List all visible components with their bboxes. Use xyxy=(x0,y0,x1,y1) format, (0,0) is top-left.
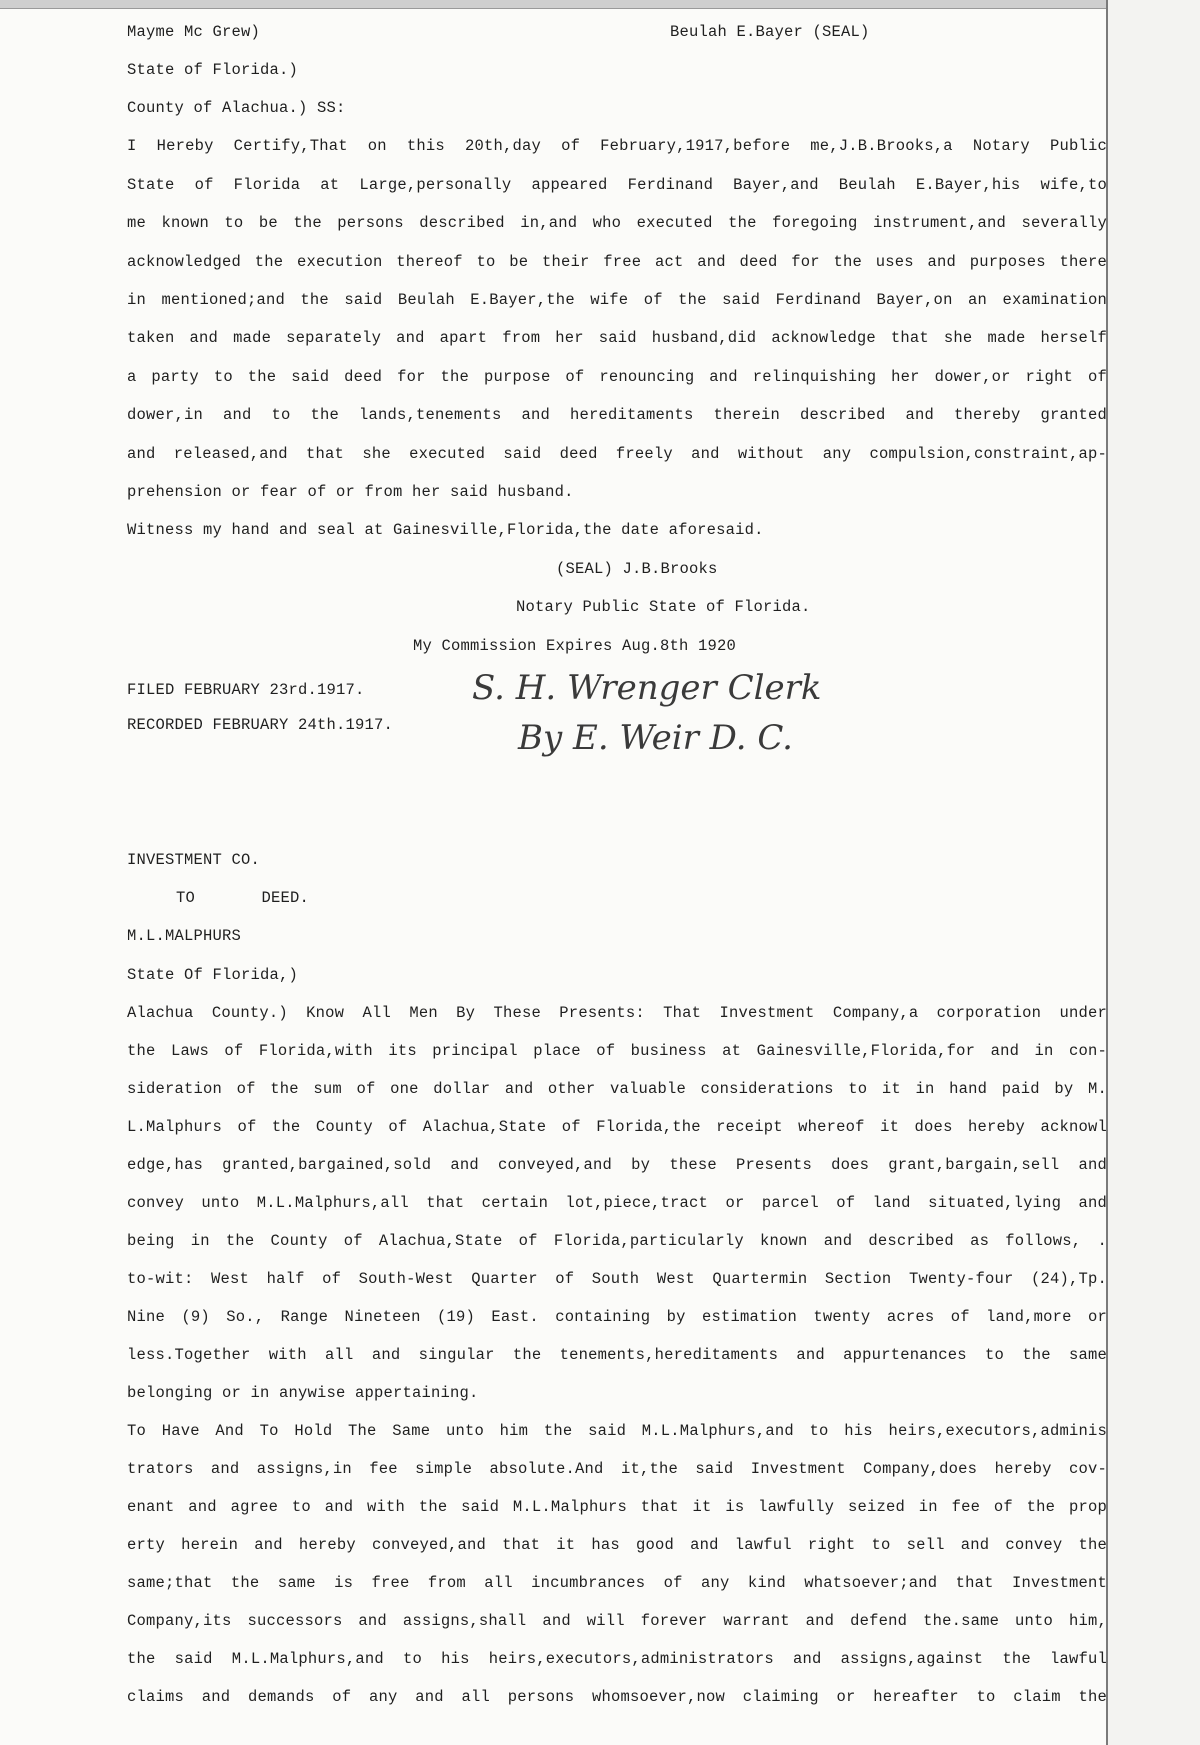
deed-line: same;that the same is free from all incumbrances of any kind whatsoever;and that Investment xyxy=(127,1574,1107,1592)
deed-line: L.Malphurs of the County of Alachua,State of Florida,the receipt whereof it does hereby acknowl xyxy=(127,1118,1107,1136)
ack-line: me known to be the persons described in,and who executed the foregoing instrument,and severally xyxy=(127,214,1107,232)
deputy-clerk-signature: By E. Weir D. C. xyxy=(518,718,793,758)
ack-line: and released,and that she executed said deed freely and without any compulsion,constraint,ap- xyxy=(127,445,1107,463)
deed-grantor: INVESTMENT CO. xyxy=(127,851,261,869)
deed-line: claims and demands of any and all persons whomsoever,now claiming or hereafter to claim the xyxy=(127,1688,1107,1706)
deed-line: erty herein and hereby conveyed,and that it has good and lawful right to sell and convey the xyxy=(127,1536,1107,1554)
deed-line: less.Together with all and singular the tenements,hereditaments and appurtenances to the same xyxy=(127,1346,1107,1364)
clerk-signature: S. H. Wrenger Clerk xyxy=(472,668,822,708)
right-margin xyxy=(1108,0,1200,1745)
ack-line: State of Florida at Large,personally appeared Ferdinand Bayer,and Beulah E.Bayer,his wife,to xyxy=(127,176,1107,194)
deed-line: the Laws of Florida,with its principal place of business at Gainesville,Florida,for and in con- xyxy=(127,1042,1107,1060)
deed-line: Company,its successors and assigns,shall and will forever warrant and defend the.same unto him, xyxy=(127,1612,1107,1630)
deed-line: convey unto M.L.Malphurs,all that certain lot,piece,tract or parcel of land situated,lying and xyxy=(127,1194,1107,1212)
deed-line: Alachua County.) Know All Men By These Presents: That Investment Company,a corporation under xyxy=(127,1004,1107,1022)
deed-line: edge,has granted,bargained,sold and conveyed,and by these Presents does grant,bargain,sell and xyxy=(127,1156,1107,1174)
recorded-date: RECORDED FEBRUARY 24th.1917. xyxy=(127,716,394,734)
top-rule xyxy=(0,0,1200,9)
ack-state: State of Florida.) xyxy=(127,61,299,79)
deed-line: belonging or in anywise appertaining. xyxy=(127,1384,479,1402)
deed-line: being in the County of Alachua,State of Florida,particularly known and described as follows, . xyxy=(127,1232,1107,1250)
deed-line: Nine (9) So., Range Nineteen (19) East. containing by estimation twenty acres of land,more or xyxy=(127,1308,1107,1326)
deed-line: enant and agree to and with the said M.L.Malphurs that it is lawfully seized in fee of the prop xyxy=(127,1498,1107,1516)
notary-commission: My Commission Expires Aug.8th 1920 xyxy=(413,637,737,655)
ack-county: County of Alachua.) SS: xyxy=(127,99,346,117)
filed-date: FILED FEBRUARY 23rd.1917. xyxy=(127,681,365,699)
ack-line: I Hereby Certify,That on this 20th,day of February,1917,before me,J.B.Brooks,a Notary Public xyxy=(127,137,1107,155)
ack-line: acknowledged the execution thereof to be their free act and deed for the uses and purposes there xyxy=(127,253,1107,271)
ack-line: dower,in and to the lands,tenements and hereditaments therein described and thereby granted xyxy=(127,406,1107,424)
notary-seal-name: (SEAL) J.B.Brooks xyxy=(556,560,718,578)
ack-line: taken and made separately and apart from her said husband,did acknowledge that she made herself xyxy=(127,329,1107,347)
deed-line: to-wit: West half of South-West Quarter of South West Quartermin Section Twenty-four (24),Tp. xyxy=(127,1270,1107,1288)
deed-line: trators and assigns,in fee simple absolute.And it,the said Investment Company,does hereby cov- xyxy=(127,1460,1107,1478)
ack-line: a party to the said deed for the purpose of renouncing and relinquishing her dower,or right of xyxy=(127,368,1107,386)
deed-line: To Have And To Hold The Same unto him the said M.L.Malphurs,and to his heirs,executors,adminis xyxy=(127,1422,1107,1440)
ack-line: in mentioned;and the said Beulah E.Bayer,the wife of the said Ferdinand Bayer,on an examination xyxy=(127,291,1107,309)
grantor-signature-line: Beulah E.Bayer (SEAL) xyxy=(670,23,870,41)
deed-type: TO DEED. xyxy=(176,889,310,907)
witness-name: Mayme Mc Grew) xyxy=(127,23,261,41)
deed-line: sideration of the sum of one dollar and other valuable considerations to it in hand paid by M. xyxy=(127,1080,1107,1098)
deed-state: State Of Florida,) xyxy=(127,966,299,984)
ack-line: prehension or fear of or from her said husband. xyxy=(127,483,574,501)
ack-witness: Witness my hand and seal at Gainesville,Florida,the date aforesaid. xyxy=(127,521,764,539)
notary-title: Notary Public State of Florida. xyxy=(516,598,811,616)
deed-line: the said M.L.Malphurs,and to his heirs,executors,administrators and assigns,against the lawful xyxy=(127,1650,1107,1668)
deed-grantee: M.L.MALPHURS xyxy=(127,927,242,945)
